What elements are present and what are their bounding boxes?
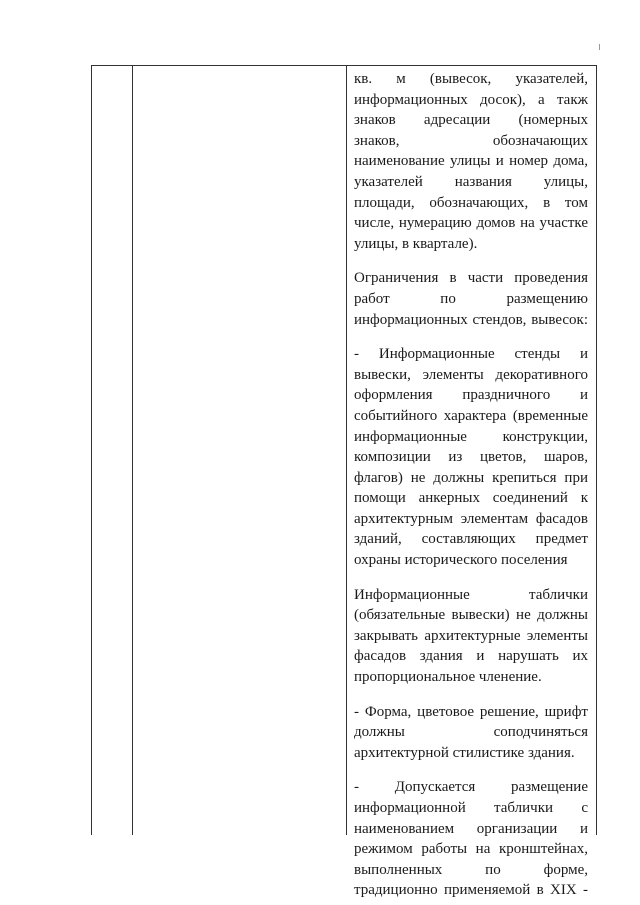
paragraph-plates-facades: Информационные таблички (обязательные вывески) не должны закрывать архитектурные элементы фасадов здания и нарушать их пропорциональное членение. bbox=[354, 586, 588, 686]
column-divider-2 bbox=[346, 66, 347, 835]
paragraph-brackets: - Допускается размещение информационной таблички с наименованием организации и режимом работы на кронштейнах, выполненных по форме, традиционно применяемой в XIX - bbox=[354, 779, 588, 899]
paragraph-stands-mounting: - Информационные стенды и вывески, элементы декоративного оформления праздничного и событийного характера (временные информационные конструкции, композиции из цветов, шаров, флагов) не должны крепиться при помощи анкерных соединений к архитектурным элементам фасадов зданий, составляющих предмет охраны исторического поселения bbox=[354, 346, 588, 569]
column-divider-1 bbox=[132, 66, 133, 835]
paragraph-restrictions-heading: Ограничения в части проведения работ по размещению информационных стендов, вывесок: bbox=[354, 270, 588, 328]
scan-mark bbox=[599, 44, 600, 50]
requirements-cell bbox=[354, 69, 588, 901]
paragraph-form-color-font: - Форма, цветовое решение, шрифт должны соподчиняться архитектурной стилистике здания. bbox=[354, 703, 588, 761]
regulation-table bbox=[91, 65, 597, 899]
paragraph-signage-area: кв. м (вывесок, указателей, информационных досок), а такж знаков адресации (номерных знаков, обозначающих наименование улицы и номер дома, указателей названия улицы, площади, обозначающих, в том числе, нумерацию домов на участке улицы, в квартале). bbox=[354, 71, 588, 252]
